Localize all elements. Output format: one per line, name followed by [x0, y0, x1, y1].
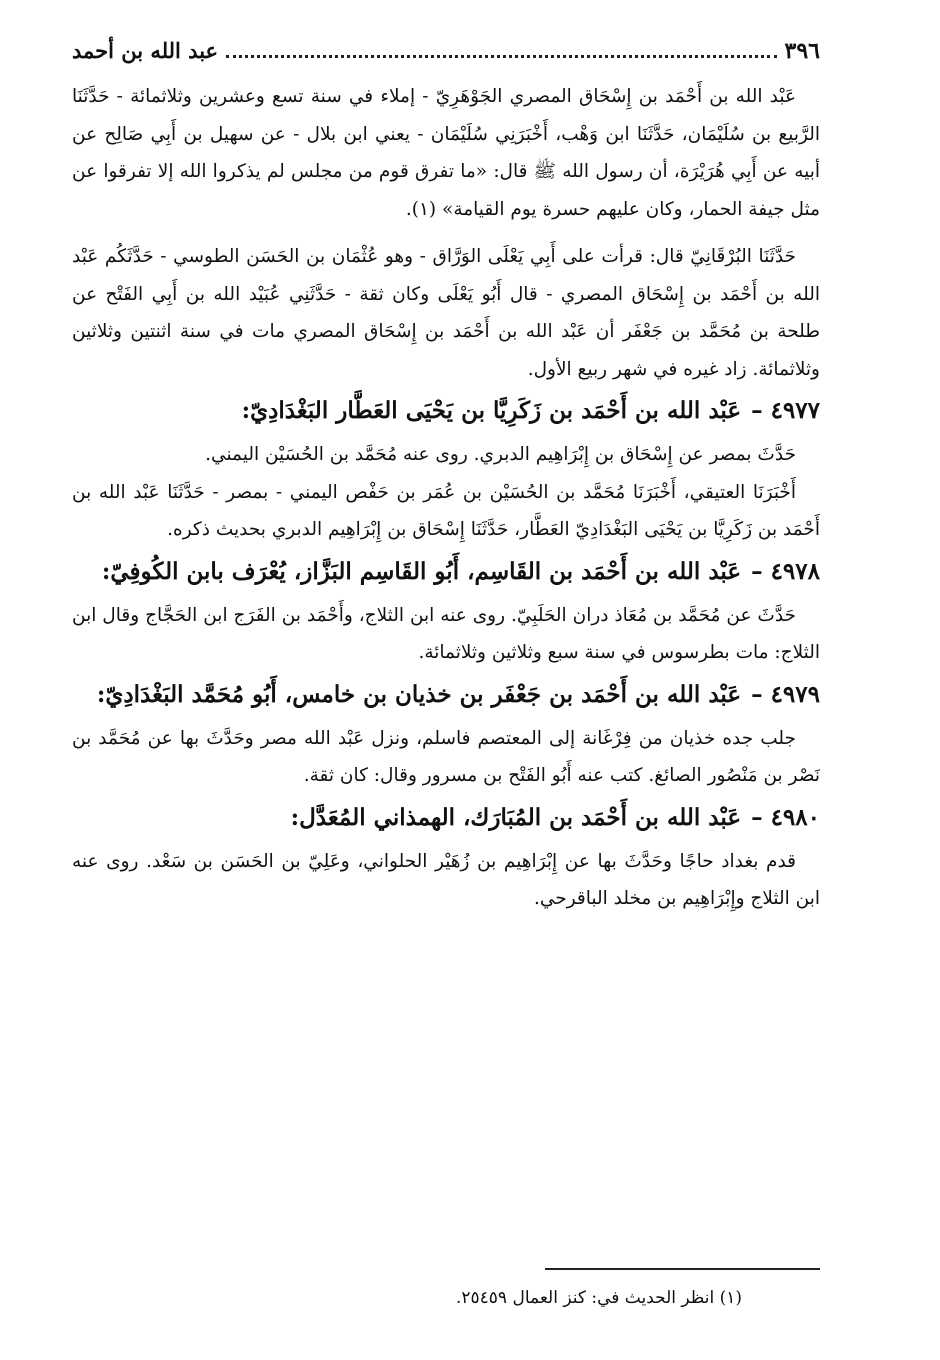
running-header: [72, 38, 820, 78]
entry-heading: [72, 797, 820, 839]
page-number: ٣٩٦: [784, 38, 820, 64]
paragraph: قدم بغداد حاجًا وحَدَّثَ بها عن إِبْرَاهِيم بن زُهَيْر الحلواني، وعَلِيّ بن الحَسَن بن سَعْد. روى عنه ابن الثلاج وإِبْرَاهِيم بن مخلد الباقرحي.: [72, 850, 820, 909]
footnote-rule: [545, 1268, 820, 1270]
running-title: عبد الله بن أحمد: [72, 38, 219, 63]
entry-number: ٤٩٨٠ –: [751, 803, 820, 831]
paragraph: أَخْبَرَنَا العتيقي، أَخْبَرَنَا مُحَمَّد بن الحُسَيْن بن عُمَر بن حَفْص اليمني - بمصر - حَدَّثَنَا عَبْد الله بن أَحْمَد بن زَكَرِيَّا بن يَحْيَى البَغْدَادِيّ العَطَّار، حَدَّثَنَا إِسْحَاق بن إِبْرَاهِيم الدبري بحديث ذكره.: [72, 481, 820, 540]
entry-heading: [72, 674, 820, 716]
entry-title: عَبْد الله بن أَحْمَد بن المُبَارَك، الهمذاني المُعَدَّل:: [290, 803, 742, 831]
entry-number: ٤٩٧٩ –: [751, 680, 820, 708]
paragraph: جلب جده خذيان من فِرْغَانة إلى المعتصم فاسلم، ونزل عَبْد الله مصر وحَدَّثَ بها عن مُحَمَّد بن نَصْر بن مَنْصُور الصائغ. كتب عنه أَبُو الفَتْح بن مسرور وقال: كان ثقة.: [72, 727, 820, 786]
entry-title: عَبْد الله بن أَحْمَد بن زَكَرِيَّا بن يَحْيَى العَطَّار البَغْدَادِيّ:: [241, 397, 742, 424]
paragraph: حَدَّثَ عن مُحَمَّد بن مُعَاذ دران الحَلَبِيّ. روى عنه ابن الثلاج، وأَحْمَد بن الفَرَج ابن الحَجَّاج وقال ابن الثلاج: مات بطرسوس في سنة سبع وثلاثين وثلاثمائة.: [72, 604, 820, 663]
paragraph: حَدَّثَ بمصر عن إِسْحَاق بن إِبْرَاهِيم الدبري. روى عنه مُحَمَّد بن الحُسَيْن اليمني.: [205, 444, 796, 465]
entry-heading: [72, 551, 820, 593]
entry-heading: [72, 390, 820, 432]
entry-title: عَبْد الله بن أَحْمَد بن القَاسِم، أَبُو القَاسِم البَزَّاز، يُعْرَف بابن الكُوفِيّ:: [101, 557, 742, 585]
entry-title: عَبْد الله بن أَحْمَد بن جَعْفَر بن خذيان بن خامس، أَبُو مُحَمَّد البَغْدَادِيّ:: [96, 680, 742, 708]
leader-dots: [226, 45, 776, 58]
page-body: [72, 78, 820, 918]
paragraph: حَدَّثَنَا البُرْقَانِيّ قال: قرأت على أَبِي يَعْلَى الوَرَّاق - وهو عُثْمَان بن الحَسَن الطوسي - حَدَّثَكُم عَبْد الله بن أَحْمَد بن إِسْحَاق المصري - قال أَبُو يَعْلَى وكان ثقة - حَدَّثَنِي عُبَيْد الله بن أَبِي الفَتْح عن طلحة بن مُحَمَّد بن جَعْفَر أن عَبْد الله بن أَحْمَد بن إِسْحَاق المصري مات في سنة اثنتين وثلاثين وثلاثمائة. زاد غيره في شهر ربيع الأول.: [72, 246, 820, 380]
entry-number: ٤٩٧٨ –: [751, 557, 820, 585]
entry-number: ٤٩٧٧ –: [751, 397, 820, 424]
footnotes: [72, 1268, 820, 1312]
paragraph: عَبْد الله بن أَحْمَد بن إِسْحَاق المصري الجَوْهَرِيّ - إملاء في سنة تسع وعشرين وثلاثمائة - حَدَّثَنَا الرَّبيع بن سُلَيْمَان، حَدَّثَنَا ابن وَهْب، أَخْبَرَنِي سُلَيْمَان - يعني ابن بلال - عن سهيل بن أَبِي صَالِح عن أبيه عن أَبِي هُرَيْرَة، أن رسول الله ﷺ قال: «ما تفرق قوم من مجلس لم يذكروا الله إلا تفرقوا عن مثل جيفة الحمار، وكان عليهم حسرة يوم القيامة» (١).: [72, 86, 820, 220]
footnote: (١) انظر الحديث في: كنز العمال ٢٥٤٥٩.: [456, 1288, 742, 1308]
